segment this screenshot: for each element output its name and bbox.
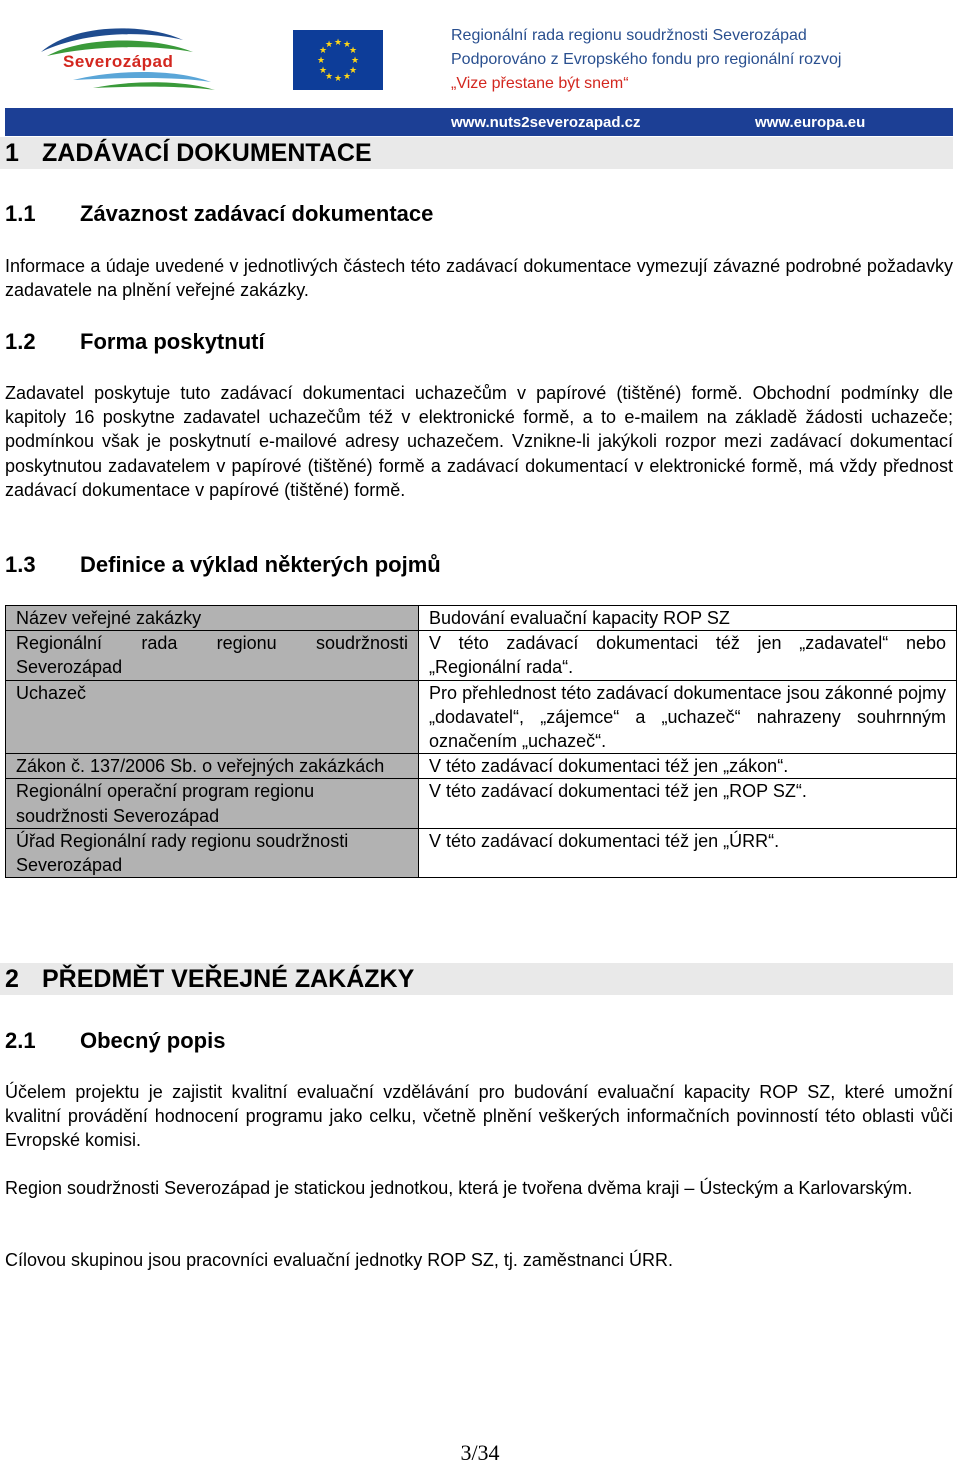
table-row [6,680,957,754]
severozapad-logo [33,22,223,94]
definition-desc: V této zadávací dokumentaci též jen „ROP SZ“. [419,779,957,828]
definition-desc: Pro přehlednost této zadávací dokumentace jsou zákonné pojmy „dodavatel“, „zájemce“ a „uchazeč“ nahrazeny souhrnným označením „uchazeč“. [419,680,957,754]
definition-desc: Budování evaluační kapacity ROP SZ [419,606,957,631]
heading-title: Závaznost zadávací dokumentace [80,201,434,226]
heading-title: Definice a výklad některých pojmů [80,552,441,577]
heading-section-1 [0,137,953,169]
heading-number: 1.2 [5,329,36,354]
definition-desc: V této zadávací dokumentaci též jen „ÚRR“. [419,828,957,877]
paragraph-ucel: Účelem projektu je zajistit kvalitní evaluační vzdělávání pro budování evaluační kapacity ROP SZ, které umožní kvalitní provádění hodnocení programu jako celku, včetně plnění veškerých informačních povinností této oblasti vůči Evropské komisi. [5,1082,953,1151]
paragraph-zavaznost: Informace a údaje uvedené v jednotlivých částech této zadávací dokumentace vymezují závazné podrobné požadavky zadavatele na plnění veřejné zakázky. [5,256,953,301]
heading-number: 1.1 [5,201,36,226]
heading-1-1 [5,200,434,228]
link-europa[interactable]: www.europa.eu [755,114,866,131]
heading-section-2 [0,963,953,995]
page-number: 3/34 [460,1440,500,1465]
table-row [6,779,957,828]
header-slogan: „Vize přestane být snem“ [451,75,629,92]
heading-title: ZADÁVACÍ DOKUMENTACE [42,139,372,167]
svg-text:★: ★ [333,38,343,48]
table-row [6,754,957,779]
heading-1-2 [5,328,265,356]
svg-text:★: ★ [318,46,328,56]
header-line-rada: Regionální rada regionu soudržnosti Severozápad [451,27,807,44]
paragraph-forma: Zadavatel poskytuje tuto zadávací dokumentaci uchazečům v papírové (tištěné) formě. Obchodní podmínky dle kapitoly 16 poskytne zadavatel uchazečům též v elektronické formě, a to e-mailem na základě žádosti uchazeče; podmínkou však je poskytnutí e-mailové adresy uchazečem. Vznikne-li jakýkoli rozpor mezi zadávací dokumentací poskytnutou zadavatelem v papírové (tištěné) formě a zadávací dokumentací v elektronické formě, má vždy přednost zadávací dokumentace v papírové (tištěné) formě. [5,383,953,500]
definition-term: Název veřejné zakázky [6,606,419,631]
definition-desc: V této zadávací dokumentaci též jen „zadavatel“ nebo „Regionální rada“. [419,631,957,680]
heading-title: Obecný popis [80,1028,226,1053]
svg-text:★: ★ [318,66,328,76]
header-line-fond: Podporováno z Evropského fondu pro regionální rozvoj [451,51,842,68]
heading-title: PŘEDMĚT VEŘEJNÉ ZAKÁZKY [42,965,415,993]
heading-number: 2 [5,965,19,993]
heading-title: Forma poskytnutí [80,329,265,354]
heading-number: 1.3 [5,552,36,577]
svg-text:★: ★ [324,40,334,50]
svg-text:★: ★ [348,46,358,56]
link-nuts2severozapad[interactable]: www.nuts2severozapad.cz [451,114,641,131]
heading-number: 2.1 [5,1028,36,1053]
definition-term: Regionální operační program regionu soudržnosti Severozápad [6,779,419,828]
eu-flag-icon [293,30,383,90]
svg-text:★: ★ [342,40,352,50]
table-row [6,606,957,631]
svg-text:★: ★ [348,66,358,76]
definitions-table [5,605,957,878]
definition-term: Zákon č. 137/2006 Sb. o veřejných zakázkách [6,754,419,779]
paragraph-cilova-skupina: Cílovou skupinou jsou pracovníci evaluační jednotky ROP SZ, tj. zaměstnanci ÚRR. [5,1250,673,1270]
svg-text:★: ★ [350,56,360,66]
definition-desc: V této zadávací dokumentaci též jen „zákon“. [419,754,957,779]
heading-1-3 [5,551,441,579]
svg-text:★: ★ [333,74,343,84]
table-row [6,828,957,877]
heading-2-1 [5,1027,226,1055]
svg-text:★: ★ [324,72,334,82]
definition-term: Úřad Regionální rady regionu soudržnosti Severozápad [6,828,419,877]
svg-text:★: ★ [342,72,352,82]
paragraph-region: Region soudržnosti Severozápad je statickou jednotkou, která je tvořena dvěma kraji – Ústeckým a Karlovarským. [5,1178,913,1198]
table-row [6,631,957,680]
page-header [5,0,953,136]
heading-number: 1 [5,139,19,167]
logo-text: Severozápad [63,52,174,71]
header-text-block [451,24,841,96]
svg-text:★: ★ [316,56,326,66]
definition-term: Uchazeč [6,680,419,754]
definition-term: Regionální rada regionu soudržnosti Severozápad [6,631,419,680]
